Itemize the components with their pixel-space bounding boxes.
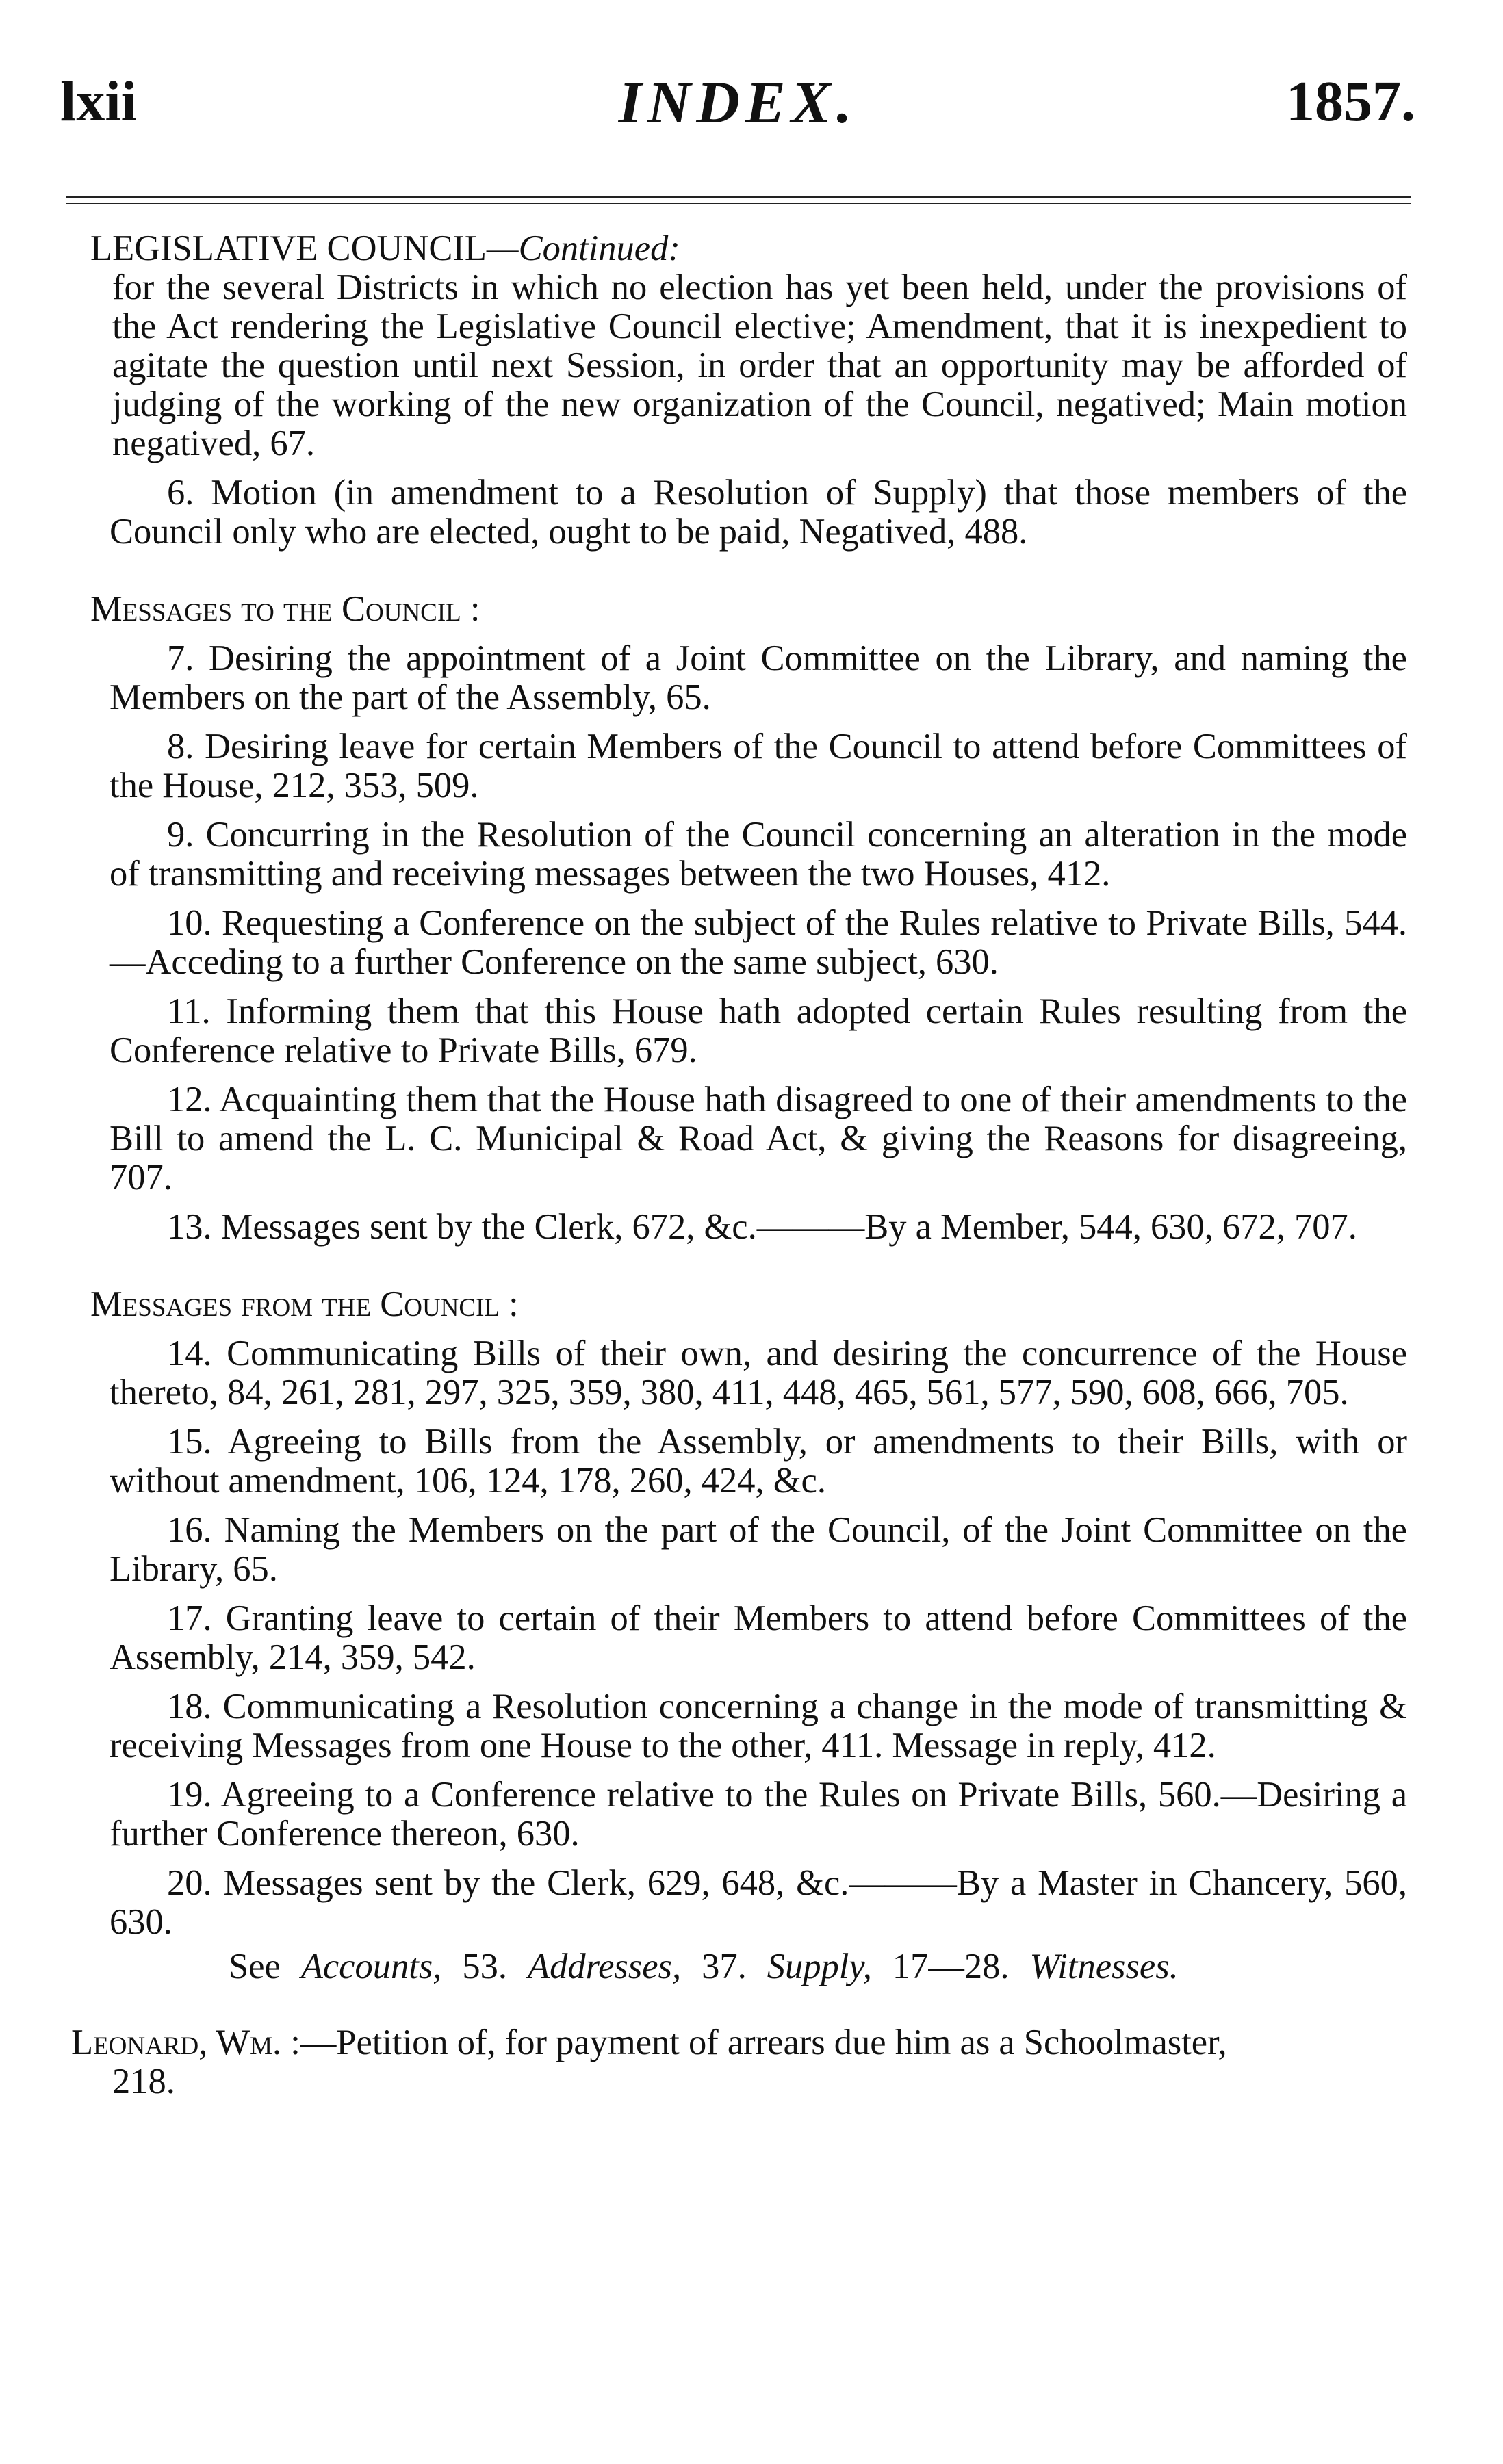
leonard-name: Leonard, Wm. : bbox=[71, 2023, 300, 2062]
to-council-entry-10: 10. Requesting a Conference on the subject of the Rules relative to Private Bills, 544.—Acceding to a further Conference on the same subject, 630. bbox=[110, 903, 1407, 982]
lc-entry-6: 6. Motion (in amendment to a Resolution of Supply) that those members of the Council only who are elected, ought to be paid, Negatived, 488. bbox=[110, 473, 1407, 552]
see-also-line bbox=[71, 1947, 1407, 1986]
from-council-entry-16: 16. Naming the Members on the part of the Council, of the Joint Committee on the Library, 65. bbox=[110, 1510, 1407, 1589]
index-body bbox=[71, 229, 1407, 2101]
header-rule-thin bbox=[66, 203, 1411, 204]
see-accounts-page: 53. bbox=[462, 1947, 508, 1986]
see-supply: Supply, bbox=[767, 1947, 872, 1986]
lc-intro-paragraph: for the several Districts in which no election has yet been held, under the provisions of the Act rendering the Legislative Council elective; Amendment, that it is inexpedient to agitate the question until next Session, in order that an opportunity may be afforded of judging of the working of the new organization of the Council, negatived; Main motion negatived, 67. bbox=[112, 268, 1407, 463]
from-council-heading: Messages from the Council : bbox=[90, 1284, 519, 1324]
see-addresses: Addresses, bbox=[528, 1947, 682, 1986]
to-council-entry-8: 8. Desiring leave for certain Members of the Council to attend before Committees of the House, 212, 353, 509. bbox=[110, 727, 1407, 805]
from-council-entry-15: 15. Agreeing to Bills from the Assembly, or amendments to their Bills, with or without amendment, 106, 124, 178, 260, 424, &c. bbox=[110, 1422, 1407, 1501]
page-title: INDEX. bbox=[618, 70, 858, 136]
leonard-entry bbox=[71, 2023, 1407, 2062]
from-council-entry-19: 19. Agreeing to a Conference relative to the Rules on Private Bills, 560.—Desiring a further Conference thereon, 630. bbox=[110, 1775, 1407, 1854]
leonard-page: 218. bbox=[112, 2062, 175, 2101]
lc-continued: —Continued: bbox=[486, 229, 680, 268]
to-council-entry-13: 13. Messages sent by the Clerk, 672, &c.———By a Member, 544, 630, 672, 707. bbox=[167, 1207, 1357, 1247]
to-council-entry-11: 11. Informing them that this House hath adopted certain Rules resulting from the Conference relative to Private Bills, 679. bbox=[110, 991, 1407, 1070]
to-council-entry-7: 7. Desiring the appointment of a Joint Committee on the Library, and naming the Members on the part of the Assembly, 65. bbox=[110, 638, 1407, 717]
to-council-heading: Messages to the Council : bbox=[90, 589, 480, 629]
from-council-entry-17: 17. Granting leave to certain of their Members to attend before Committees of the Assembly, 214, 359, 542. bbox=[110, 1598, 1407, 1677]
from-council-entry-14: 14. Communicating Bills of their own, and desiring the concurrence of the House thereto, 84, 261, 281, 297, 325, 359, 380, 411, 448, 465, 561, 577, 590, 608, 666, 705. bbox=[110, 1334, 1407, 1412]
see-addresses-page: 37. bbox=[702, 1947, 747, 1986]
see-witnesses: Witnesses. bbox=[1029, 1947, 1179, 1986]
lc-heading bbox=[71, 229, 1407, 268]
page-folio: lxii bbox=[60, 70, 138, 133]
see-label: See bbox=[229, 1947, 281, 1986]
from-council-entry-18: 18. Communicating a Resolution concerning a change in the mode of transmitting & receiving Messages from one House to the other, 411. Message in reply, 412. bbox=[110, 1687, 1407, 1765]
page-year: 1857. bbox=[1286, 70, 1415, 133]
header-rule-thick bbox=[66, 196, 1411, 198]
to-council-entry-9: 9. Concurring in the Resolution of the Council concerning an alteration in the mode of transmitting and receiving messages between the two Houses, 412. bbox=[110, 815, 1407, 894]
lc-heading-text: LEGISLATIVE COUNCIL bbox=[90, 229, 487, 268]
see-supply-page: 17—28. bbox=[892, 1947, 1010, 1986]
to-council-entry-12: 12. Acquainting them that the House hath disagreed to one of their amendments to the Bill to amend the L. C. Municipal & Road Act, & giving the Reasons for disagreeing, 707. bbox=[110, 1080, 1407, 1197]
from-council-entry-20: 20. Messages sent by the Clerk, 629, 648, &c.———By a Master in Chancery, 560, 630. bbox=[110, 1863, 1407, 1942]
leonard-text: —Petition of, for payment of arrears due him as a Schoolmaster, bbox=[300, 2023, 1227, 2062]
page-header bbox=[60, 68, 1415, 144]
see-accounts: Accounts, bbox=[300, 1947, 442, 1986]
